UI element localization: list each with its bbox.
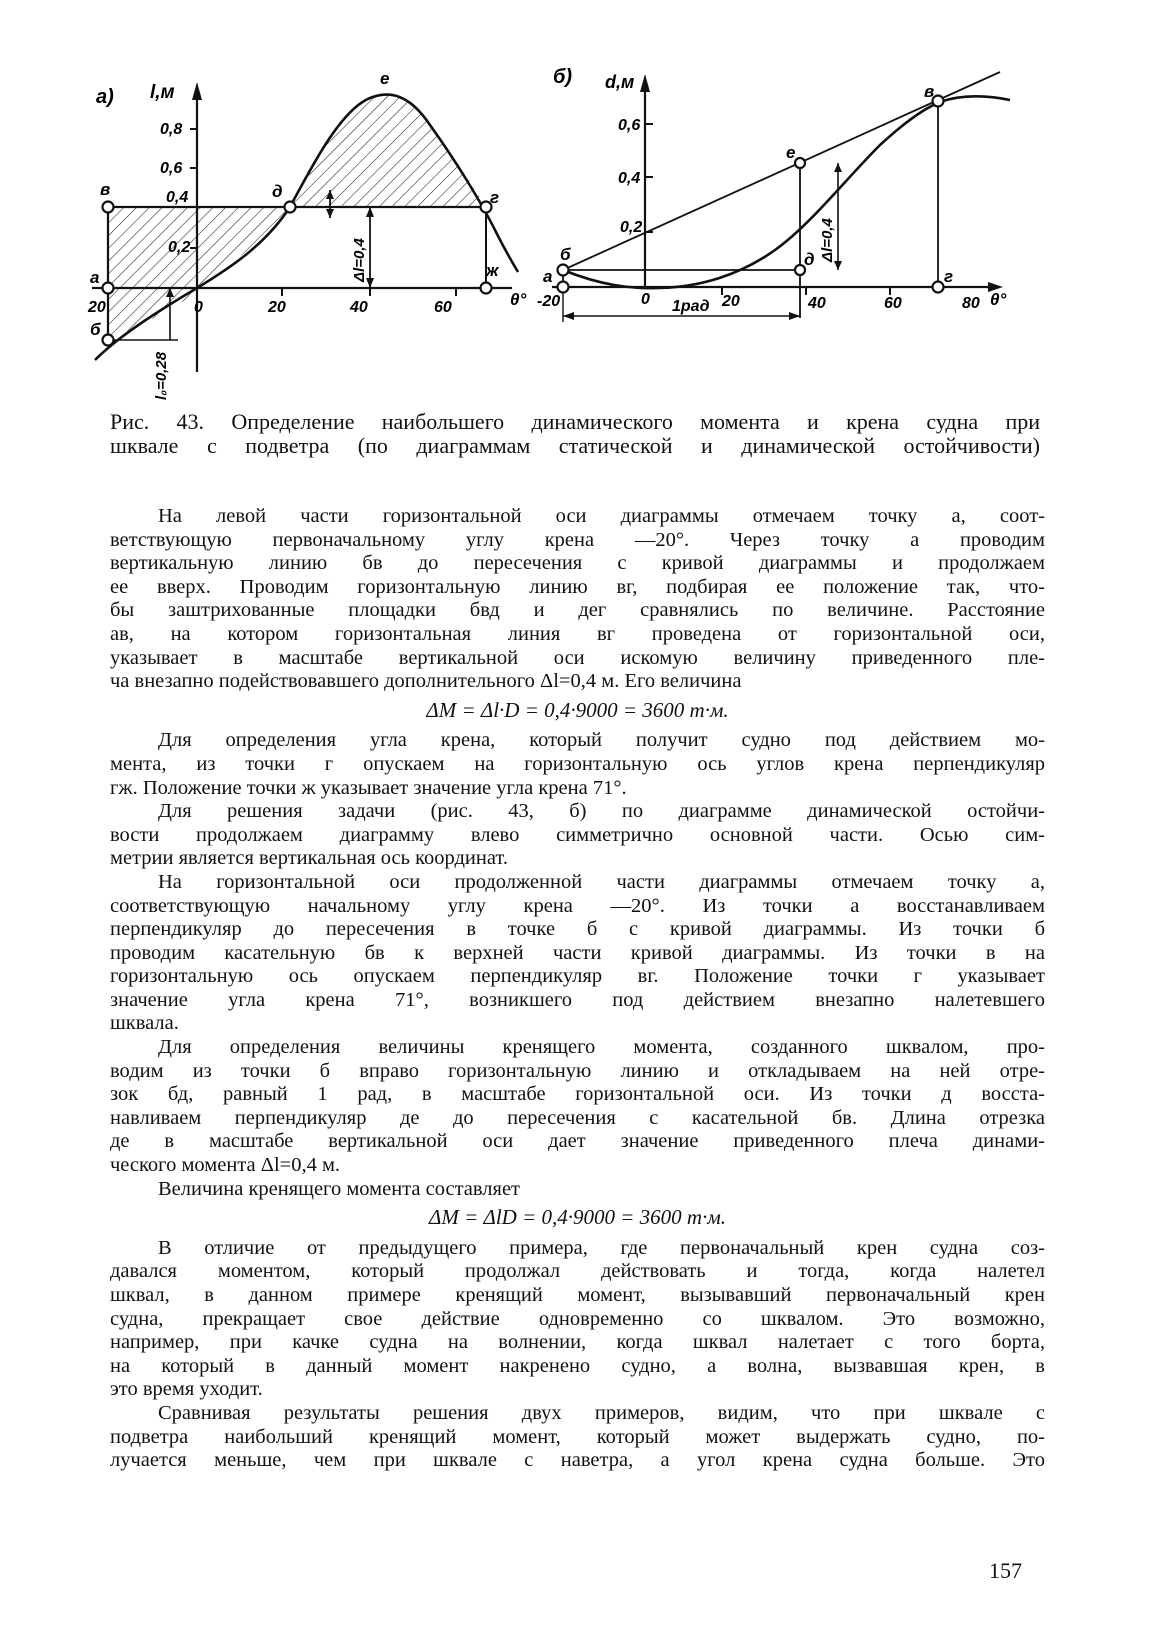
- dynamic-stability-diagram: [537, 66, 1010, 322]
- text-line: бы заштрихованные площадки бвд и дег сравнялись по величине. Расстояние: [110, 599, 1045, 622]
- point-d-left: [285, 202, 296, 213]
- static-stability-diagram: [87, 69, 526, 400]
- label-zh-left: ж: [486, 261, 499, 280]
- point-a-right: [558, 282, 569, 293]
- page-number: 157: [989, 1558, 1022, 1583]
- text-line: на который в данный момент накренено судно, а волна, вызвавшая крен, в: [110, 1354, 1045, 1377]
- text-line: На левой части горизонтальной оси диаграммы отмечаем точку а, соот-: [158, 505, 1045, 527]
- left-y-tick-08: 0,8: [160, 121, 183, 138]
- left-x-tick-60: 60: [434, 299, 452, 316]
- text-line: горизонтальную ось опускаем перпендикуляр вг. Положение точки г указывает: [110, 965, 1045, 988]
- label-d-left: д: [272, 182, 283, 201]
- left-x-tick-0: 0: [194, 299, 203, 316]
- label-v-right: в: [924, 82, 935, 101]
- left-y-tick-02: 0,2: [168, 239, 191, 256]
- text-line: На горизонтальной оси продолженной части диаграммы отмечаем точку а,: [158, 870, 1045, 893]
- label-v-left: в: [100, 180, 111, 199]
- text-line: указывает в масштабе вертикальной оси искомую величину приведенного пле-: [110, 646, 1045, 669]
- right-y-axis-label: d,м: [605, 72, 635, 92]
- text-line: де в масштабе вертикальной оси дает значение приведенного плеча динами-: [110, 1130, 1045, 1153]
- left-x-tick-40: 40: [350, 299, 368, 316]
- text-line: ветствующую первоначальному углу крена —20°. Через точку а проводим: [110, 528, 1045, 551]
- right-y-tick-04: 0,4: [618, 170, 641, 187]
- label-a-left: а: [90, 268, 100, 287]
- text-line: например, при качке судна на волнении, когда шквал налетает с того борта,: [110, 1331, 1045, 1354]
- text-line: шквал, в данном примере кренящий момент, вызывавший первоначальный крен: [110, 1284, 1045, 1306]
- right-x-tick-80: 80: [962, 295, 980, 312]
- right-x-tick-40: 40: [808, 295, 826, 312]
- text-line: Для определения угла крена, который получит судно под действием мо-: [158, 729, 1045, 752]
- text-line: давался моментом, который продолжал действовать и тогда, когда налетел: [110, 1260, 1045, 1283]
- text-line: гж. Положение точки ж указывает значение угла крена 71°.: [110, 776, 627, 799]
- text-line: метрии является вертикальная ось координат.: [110, 847, 508, 870]
- left-y-tick-06: 0,6: [160, 160, 183, 177]
- paragraph-4: [110, 871, 1045, 1036]
- text-line: зок бд, равный 1 рад, в масштабе горизонтальной оси. Из точки д восста-: [110, 1083, 1045, 1106]
- right-x-tick-20: 20: [722, 293, 740, 310]
- paragraph-3: [110, 800, 1045, 871]
- right-y-arrow: [640, 74, 650, 92]
- text-line: Сравнивая результаты решения двух примеров, видим, что при шквале с: [158, 1401, 1045, 1424]
- text-line: соответствующую начальному углу крена —20°. Из точки а восстанавливаем: [110, 894, 1045, 917]
- point-b-right: [558, 265, 569, 276]
- label-g-left: г: [490, 188, 500, 207]
- text-line: ее вверх. Проводим горизонтальную линию вг, подбирая ее положение так, что-: [110, 575, 1045, 598]
- figure-caption: [110, 410, 1040, 458]
- text-line: Величина кренящего момента составляет: [158, 1177, 521, 1200]
- label-d-right: д: [804, 250, 815, 269]
- rad-label: 1рад: [672, 298, 710, 315]
- point-g-right: [933, 282, 944, 293]
- paragraph-6: [110, 1178, 1045, 1202]
- figure-svg: [0, 0, 1152, 405]
- body-text: [110, 505, 1045, 1473]
- label-g-right: г: [944, 267, 954, 286]
- left-y-tick-04: 0,4: [166, 189, 189, 206]
- text-line: ав, на котором горизонтальная линия вг проведена от горизонтальной оси,: [110, 622, 1045, 645]
- text-line: Для решения задачи (рис. 43, б) по диаграмме динамической остойчи-: [158, 800, 1045, 823]
- hatched-area-deg: [290, 95, 486, 207]
- right-x-tick-neg20: -20: [537, 293, 561, 310]
- right-x-tick-0: 0: [641, 291, 650, 308]
- right-x-tick-60: 60: [884, 295, 902, 312]
- text-line: подветра наибольший кренящий момент, который может выдержать судно, по-: [110, 1425, 1045, 1448]
- label-a-right: а: [543, 267, 553, 286]
- left-panel-label: а): [96, 86, 114, 108]
- text-line: вертикальную линию бв до пересечения с кривой диаграммы и продолжаем: [110, 552, 1045, 575]
- right-x-axis-label: θ°: [990, 290, 1007, 309]
- paragraph-2: [110, 729, 1045, 800]
- text-line: ча внезапно подействовавшего дополнительного Δl=0,4 м. Его величина: [110, 670, 742, 693]
- formula-2: ΔM = ΔlD = 0,4·9000 = 3600 т·м.: [429, 1205, 726, 1230]
- text-line: В отличие от предыдущего примера, где первоначальный крен судна соз-: [158, 1236, 1045, 1259]
- left-x-axis-label: θ°: [510, 290, 527, 309]
- caption-line: шквале с подветра (по диаграммам статической и динамической остойчивости): [110, 433, 1040, 458]
- right-y-tick-02: 0,2: [620, 219, 643, 236]
- paragraph-5: [110, 1036, 1045, 1178]
- text-line: водим из точки б вправо горизонтальную линию и откладываем на ней отре-: [110, 1059, 1045, 1082]
- text-line: лучается меньше, чем при шквале с наветра, а угол крена судна больше. Это: [110, 1449, 1045, 1472]
- point-zh-left: [481, 283, 492, 294]
- text-line: это время уходит.: [110, 1378, 263, 1401]
- figure-43: [0, 0, 1152, 405]
- right-y-tick-06: 0,6: [618, 117, 641, 134]
- caption-line: Рис. 43. Определение наибольшего динамического момента и крена судна при: [110, 409, 1040, 434]
- point-a-left: [103, 283, 114, 294]
- point-v-left: [103, 202, 114, 213]
- left-delta-l-label: Δl=0,4: [351, 238, 368, 282]
- text-line: Для определения величины кренящего момента, созданного шквалом, про-: [158, 1036, 1045, 1059]
- hatched-area-bvd: [108, 207, 290, 340]
- text-line: шквала.: [110, 1012, 179, 1035]
- label-e-right: е: [786, 143, 796, 162]
- point-e-right: [795, 158, 805, 168]
- text-line: навливаем перпендикуляр де до пересечения с касательной бв. Длина отрезка: [110, 1106, 1045, 1129]
- left-x-tick-neg20: 20: [88, 299, 106, 316]
- label-b-right: б: [560, 245, 571, 264]
- left-y-arrow: [192, 82, 202, 100]
- label-b-left: б: [90, 320, 101, 339]
- text-line: вости продолжаем диаграмму влево симметрично основной части. Осью сим-: [110, 823, 1045, 846]
- text-line: перпендикуляр до пересечения в точке б с кривой диаграммы. Из точки б: [110, 918, 1045, 941]
- paragraph-8: [110, 1402, 1045, 1473]
- text-line: мента, из точки г опускаем на горизонтальную ось углов крена перпендикуляр: [110, 752, 1045, 775]
- label-e-left: е: [380, 69, 390, 88]
- l0-label: l₀=0,28: [153, 351, 170, 400]
- left-y-axis-label: l,м: [150, 82, 175, 103]
- text-line: ческого момента Δl=0,4 м.: [110, 1154, 341, 1177]
- right-panel-label: б): [553, 66, 573, 88]
- left-x-tick-20: 20: [268, 299, 286, 316]
- text-line: судна, прекращает свое действие одновременно со шквалом. Это возможно,: [110, 1307, 1045, 1330]
- paragraph-1: [110, 505, 1045, 694]
- formula-1: ΔM = Δl·D = 0,4·9000 = 3600 т·м.: [426, 697, 729, 722]
- text-line: значение угла крена 71°, возникшего под действием внезапно налетевшего: [110, 988, 1045, 1011]
- point-b-left: [103, 335, 114, 346]
- paragraph-7: [110, 1237, 1045, 1402]
- text-line: проводим касательную бв к верхней части кривой диаграммы. Из точки в на: [110, 941, 1045, 964]
- right-delta-l-label: Δl=0,4: [819, 218, 836, 262]
